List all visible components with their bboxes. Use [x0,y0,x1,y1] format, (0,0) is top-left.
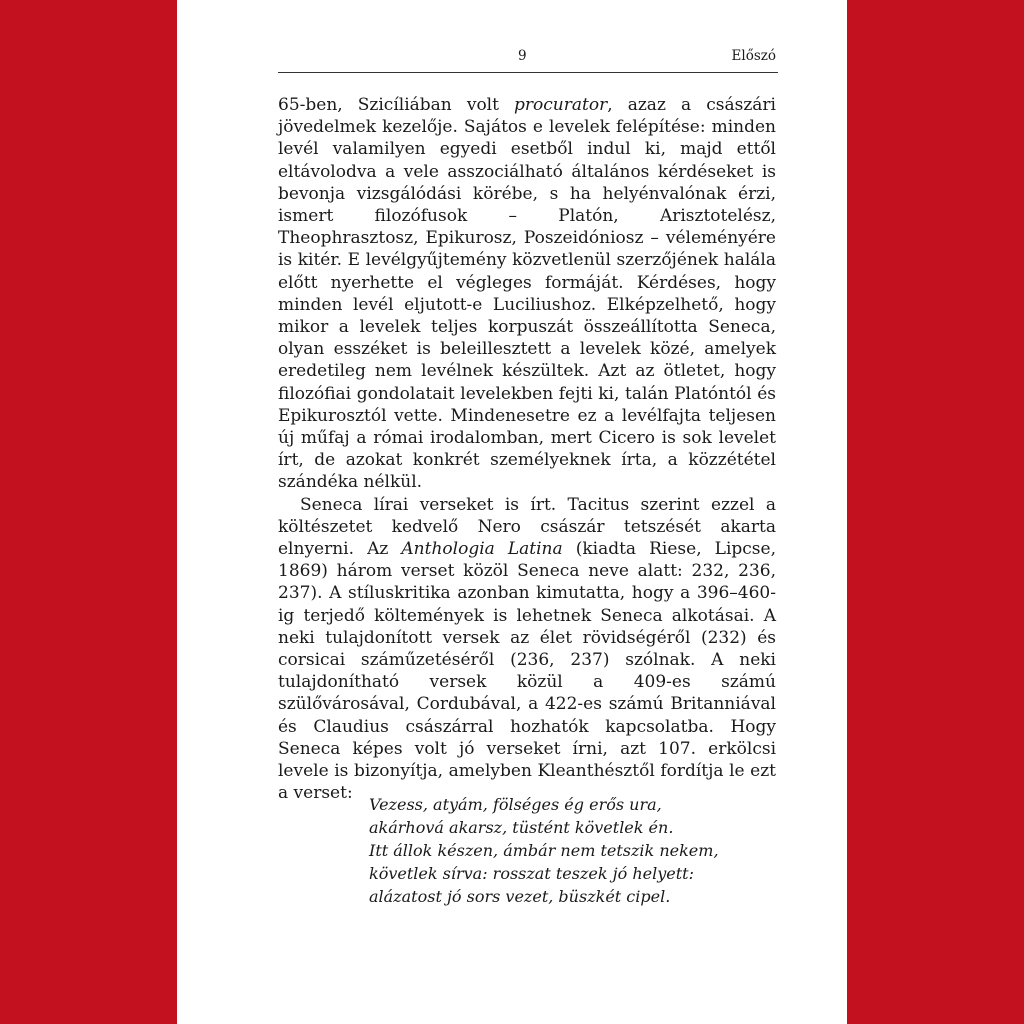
poem-line: követlek sírva: rosszat teszek jó helyett: [369,864,694,883]
poem-line: Itt állok készen, ámbár nem tetszik nekem, [369,841,719,860]
page-number: 9 [518,48,527,64]
right-red-band [847,0,1024,1024]
book-page [177,0,847,1024]
poem-line: akárhová akarsz, tüstént követlek én. [369,818,674,837]
paragraph-1-italic: procurator [514,95,608,115]
poem-line: alázatost jó sors vezet, büszkét cipel. [369,887,671,906]
header-rule [278,72,778,73]
paragraph-2-italic: Anthologia Latina [401,539,563,560]
running-head: Előszó [731,48,776,64]
paragraph-2 [278,494,776,805]
poem-line: Vezess, atyám, fölséges ég erős ura, [369,795,662,814]
body-text [278,94,776,805]
left-red-band [0,0,177,1024]
paragraph-2-start: Seneca lírai verseket is írt. Tacitus szerint ezzel a költészetet kedvelő Nero császár tetszését akarta elnyerni. Az [278,494,776,560]
paragraph-1-rest: , azaz a császári jövedelmek kezelője. Sajátos e levelek felépítése: minden levél valamilyen egyedi esetből indul ki, majd ettől eltávolodva a vele asszociálható általános kérdéseket is bevonja vizsgálódási körébe, s ha helyénvalónak érzi, ismert filozófusok – Platón, Arisztotelész, Theophrasztosz, Epikurosz, Poszeidóniosz – véleményére is kitér. E levélgyűjtemény közvetlenül szerzőjének halála előtt nyerhette el végleges formáját. Kérdéses, hogy minden levél eljutott-e Luciliushoz. Elképzelhető, hogy mikor a levelek teljes korpuszát összeállította Seneca, olyan esszéket is beleillesztett a levelek közé, amelyek eredetileg nem levélnek készültek. Azt az ötletet, hogy filozófiai gondolatait levelekben fejti ki, talán Platóntól és Epikurosztól vette. Mindenesetre ez a levélfajta teljesen új műfaj a római irodalomban, mert Cicero is sok levelet írt, de azokat konkrét személyeknek írta, a közzététel szándéka nélkül. [278,95,776,493]
paragraph-1-start: 65-ben, Szicíliában volt [278,95,515,115]
paragraph-1 [278,94,776,494]
page-header [278,48,778,68]
poem-block [369,793,729,908]
paragraph-2-rest: (kiadta Riese, Lipcse, 1869) három verset közöl Seneca neve alatt: 232, 236, 237). A stíluskritika azonban kimutatta, hogy a 396–460-ig terjedő költemények is lehetnek Seneca alkotásai. A neki tulajdonított versek az élet rövidségéről (232) és corsicai száműzetéséről (236, 237) szólnak. A neki tulajdonítható versek közül a 409-es számú szülővárosával, Cordubával, a 422-es számú Britanniával és Claudius császárral hozhatók kapcsolatba. Hogy Seneca képes volt jó verseket írni, azt 107. erkölcsi levele is bizonyítja, amelyben Kleanthésztől fordítja le ezt a verset: [278,539,776,804]
